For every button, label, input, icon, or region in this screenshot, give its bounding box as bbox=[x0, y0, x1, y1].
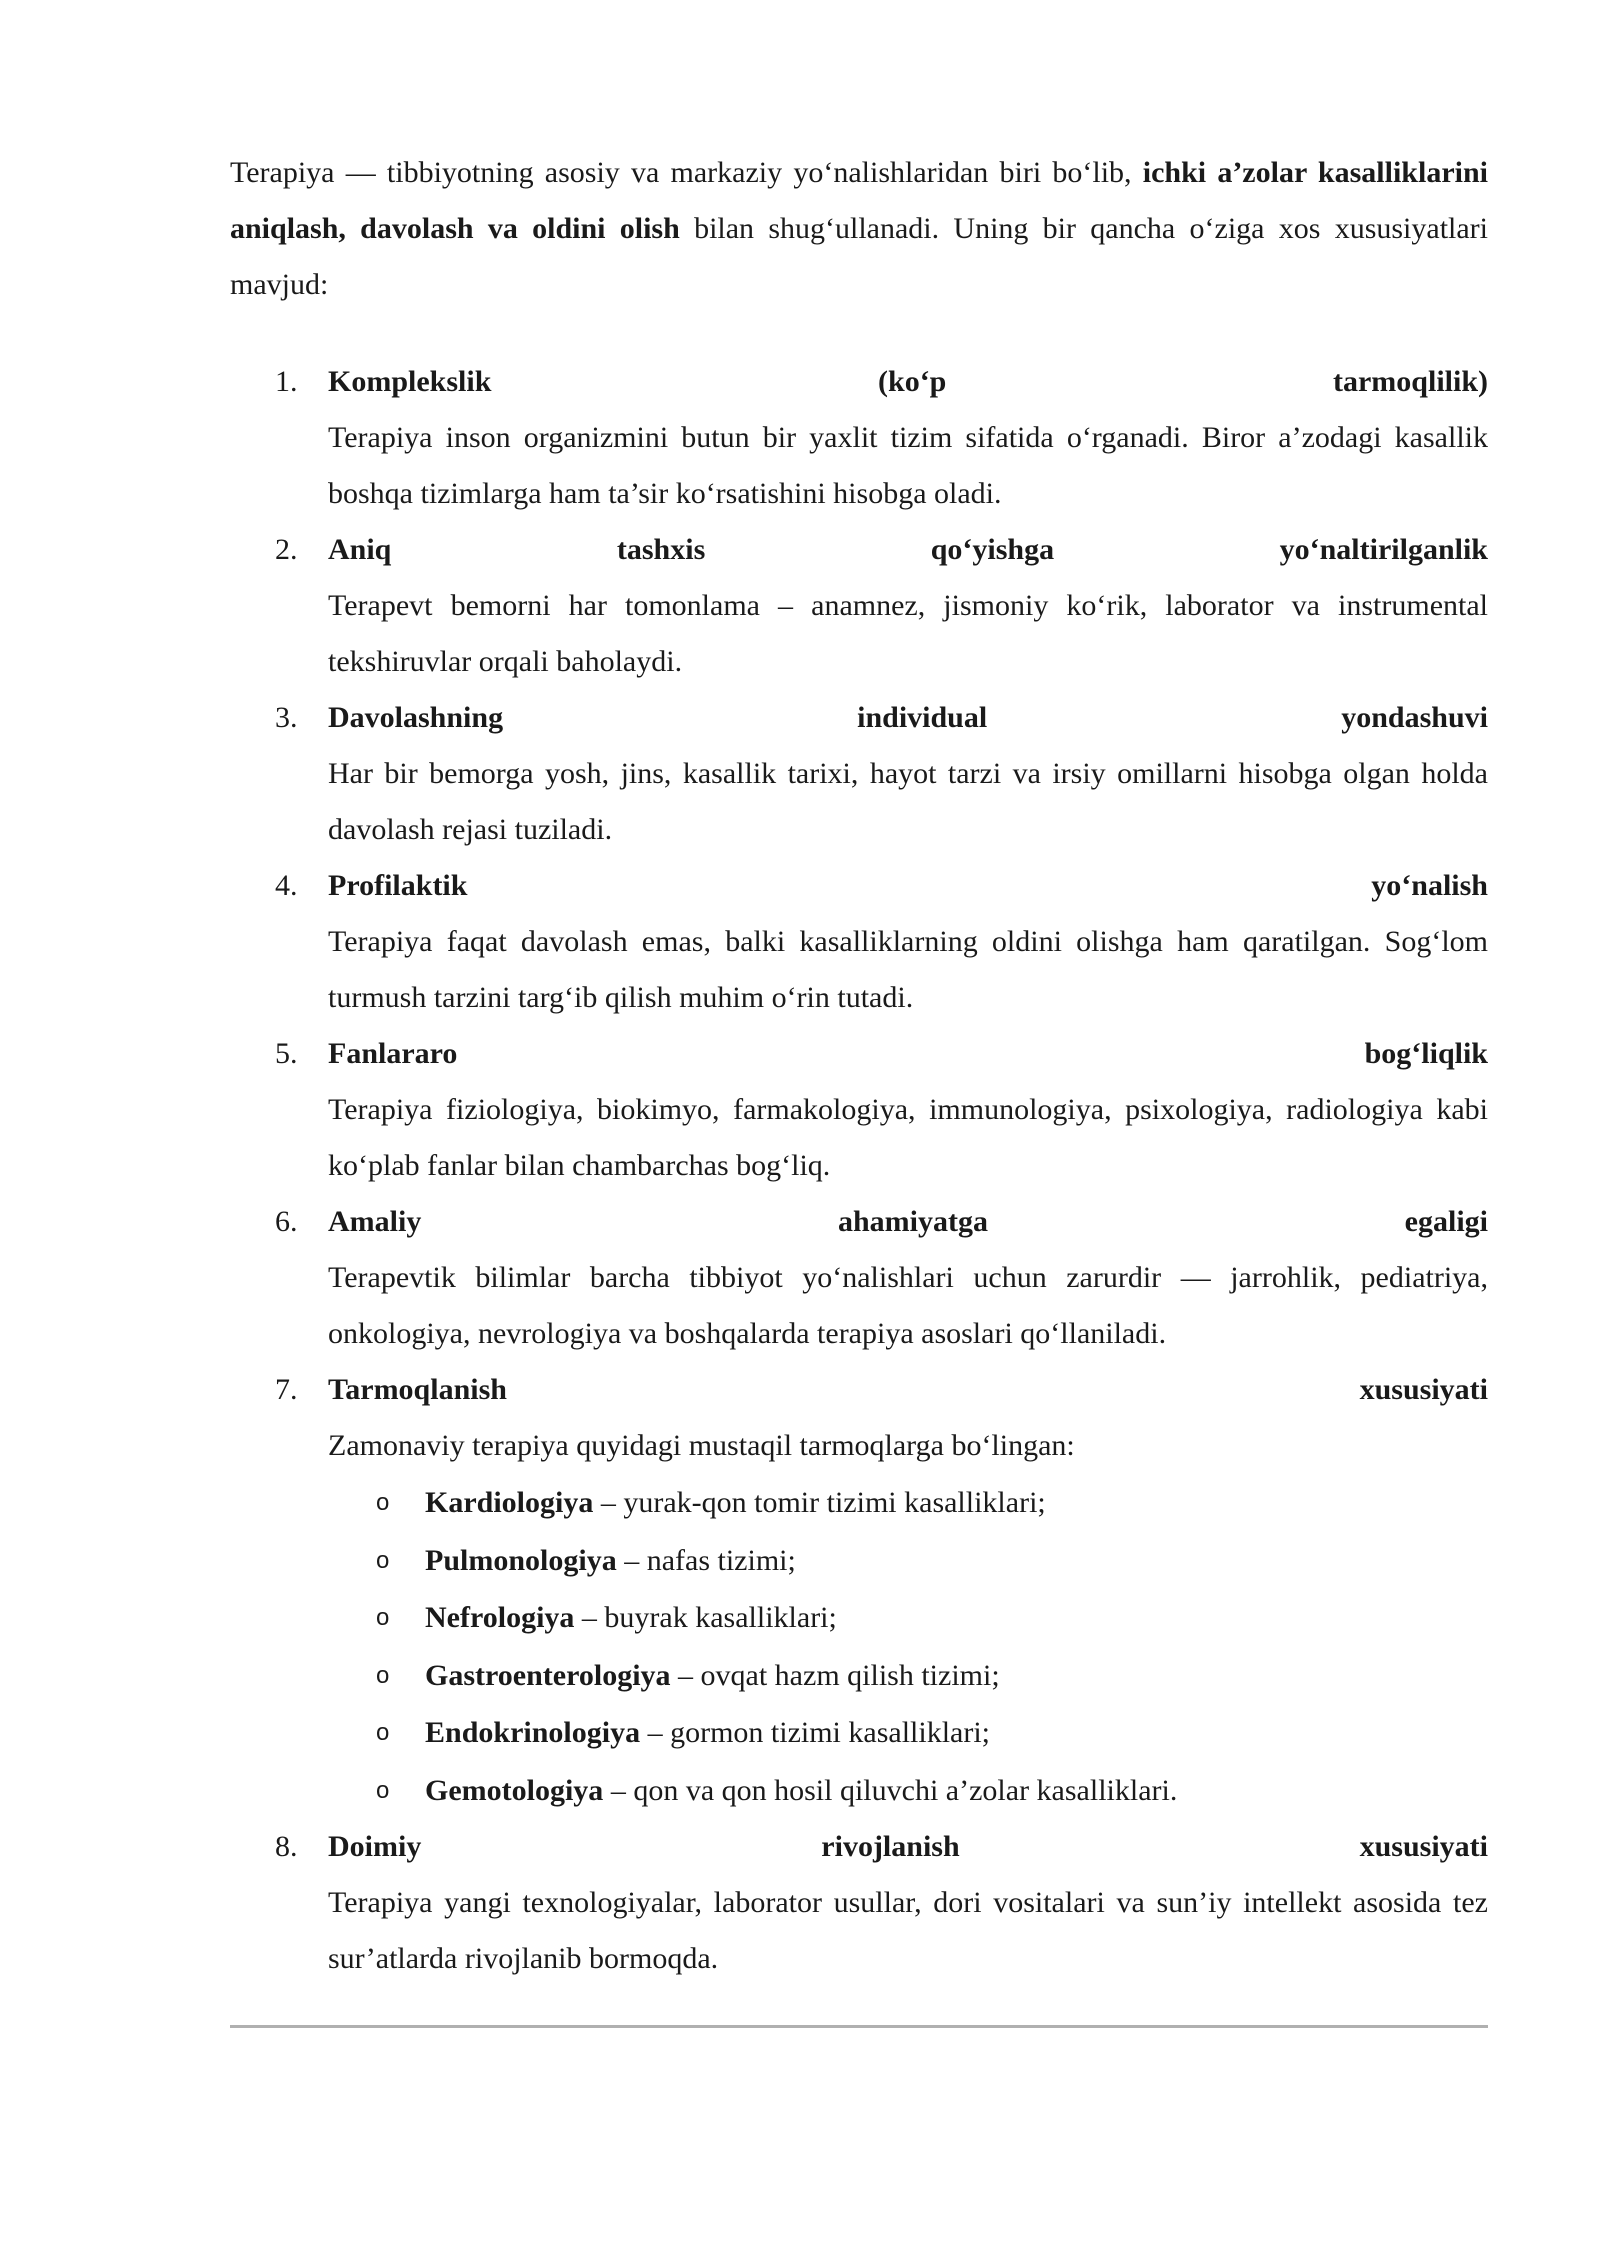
list-item-3 bbox=[0, 690, 1600, 858]
sublist-desc: – yurak-qon tomir tizimi kasalliklari; bbox=[593, 1486, 1046, 1519]
list-item-2 bbox=[0, 522, 1600, 690]
list-item-6 bbox=[0, 1194, 1600, 1362]
sublist-desc: – nafas tizimi; bbox=[616, 1543, 796, 1577]
item-heading: Tarmoqlanish xususiyati bbox=[328, 1373, 1488, 1406]
sublist-item bbox=[0, 1704, 1600, 1762]
sublist-item bbox=[0, 1532, 1600, 1590]
item-number: 2. bbox=[275, 533, 298, 566]
item-body: Terapiya yangi texnologiyalar, laborator usullar, dori vositalari va sun’iy intellekt asosida tez sur’atlarda rivojlanib bormoqda. bbox=[328, 1886, 1488, 1975]
features-list bbox=[0, 354, 1600, 1987]
item-body: Har bir bemorga yosh, jins, kasallik tarixi, hayot tarzi va irsiy omillarni hisobga olgan holda davolash rejasi tuziladi. bbox=[328, 757, 1488, 846]
item-body: Terapevtik bilimlar barcha tibbiyot yo‘nalishlari uchun zarurdir — jarrohlik, pediatriya, onkologiya, nevrologiya va boshqalarda terapiya asoslari qo‘llaniladi. bbox=[328, 1261, 1488, 1350]
item-number: 5. bbox=[275, 1037, 298, 1070]
bullet-icon: o bbox=[376, 1604, 390, 1631]
item-heading: Davolashning individual yondashuvi bbox=[328, 701, 1488, 734]
bullet-icon: o bbox=[376, 1546, 390, 1574]
item-heading: Doimiy rivojlanish xususiyati bbox=[328, 1830, 1488, 1863]
item-number: 3. bbox=[275, 701, 298, 734]
list-item-7 bbox=[0, 1362, 1600, 1819]
list-item-5 bbox=[0, 1026, 1600, 1194]
item-number: 8. bbox=[275, 1830, 298, 1863]
sublist bbox=[0, 1474, 1600, 1819]
bullet-icon: o bbox=[376, 1776, 390, 1804]
item-heading: Komplekslik (ko‘p tarmoqlilik) bbox=[328, 365, 1488, 398]
item-body: Terapiya faqat davolash emas, balki kasalliklarning oldini olishga ham qaratilgan. Sog‘lom turmush tarzini targ‘ib qilish muhim o‘rin tutadi. bbox=[328, 925, 1488, 1014]
intro-bold-text: ichki a’zolar kasalliklarini aniqlash, davolash va oldini olish bbox=[230, 156, 1488, 245]
sublist-desc: – qon va qon hosil qiluvchi a’zolar kasalliklari. bbox=[603, 1773, 1178, 1807]
sublist-item bbox=[0, 1589, 1600, 1647]
sublist-item bbox=[0, 1474, 1600, 1532]
list-item-8 bbox=[0, 1819, 1600, 1987]
intro-text-end: bilan shug‘ullanadi. Uning bir qancha o‘ziga xos xususiyatlari mavjud: bbox=[230, 212, 1489, 301]
list-item-1 bbox=[0, 354, 1600, 522]
intro-paragraph bbox=[230, 145, 1488, 313]
sublist-term: Gastroenterologiya bbox=[425, 1658, 671, 1692]
item-heading: Profilaktik yo‘nalish bbox=[328, 869, 1488, 902]
item-body: Zamonaviy terapiya quyidagi mustaqil tarmoqlarga bo‘lingan: bbox=[328, 1429, 1075, 1462]
sublist-desc: – ovqat hazm qilish tizimi; bbox=[670, 1658, 1000, 1692]
sublist-desc: – gormon tizimi kasalliklari; bbox=[640, 1716, 991, 1749]
bullet-icon: o bbox=[376, 1661, 390, 1689]
sublist-term: Gemotologiya bbox=[425, 1773, 604, 1807]
item-heading: Amaliy ahamiyatga egaligi bbox=[328, 1205, 1488, 1238]
list-item-4 bbox=[0, 858, 1600, 1026]
sublist-term: Kardiologiya bbox=[425, 1486, 594, 1519]
item-number: 7. bbox=[275, 1373, 298, 1406]
item-heading: Fanlararo bog‘liqlik bbox=[328, 1037, 1488, 1070]
sublist-item bbox=[0, 1647, 1600, 1705]
bullet-icon: o bbox=[376, 1719, 390, 1746]
item-body: Terapiya inson organizmini butun bir yaxlit tizim sifatida o‘rganadi. Biror a’zodagi kasallik boshqa tizimlarga ham ta’sir ko‘rsatishini hisobga oladi. bbox=[328, 421, 1488, 510]
item-heading: Aniq tashxis qo‘yishga yo‘naltirilganlik bbox=[328, 533, 1488, 566]
intro-text: Terapiya — tibbiyotning asosiy va markaziy yo‘nalishlaridan biri bo‘lib, bbox=[230, 156, 1143, 189]
item-body: Terapevt bemorni har tomonlama – anamnez, jismoniy ko‘rik, laborator va instrumental tekshiruvlar orqali baholaydi. bbox=[328, 589, 1488, 678]
horizontal-rule bbox=[230, 2025, 1488, 2028]
bullet-icon: o bbox=[376, 1489, 390, 1516]
item-number: 4. bbox=[275, 869, 298, 902]
sublist-term: Nefrologiya bbox=[425, 1601, 575, 1634]
sublist-desc: – buyrak kasalliklari; bbox=[574, 1601, 837, 1634]
item-number: 1. bbox=[275, 365, 298, 398]
sublist-term: Pulmonologiya bbox=[425, 1543, 617, 1577]
sublist-term: Endokrinologiya bbox=[425, 1716, 641, 1749]
item-body: Terapiya fiziologiya, biokimyo, farmakologiya, immunologiya, psixologiya, radiologiya kabi ko‘plab fanlar bilan chambarchas bog‘liq. bbox=[328, 1093, 1488, 1182]
sublist-item bbox=[0, 1762, 1600, 1820]
item-number: 6. bbox=[275, 1205, 298, 1238]
